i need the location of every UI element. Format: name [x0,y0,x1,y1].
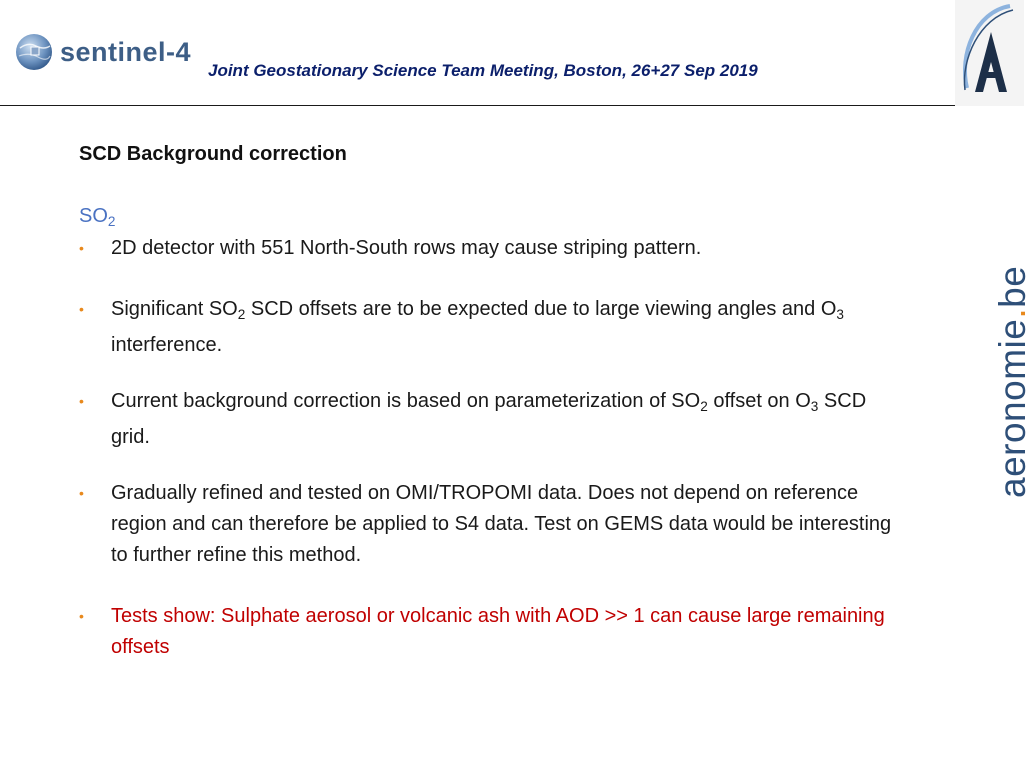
aeronomie-tld: be [992,265,1033,308]
slide-header [0,0,1024,108]
institute-logo-icon [955,0,1024,106]
header-divider [0,105,955,106]
bullet-marker-icon: • [79,393,84,409]
aeronomie-be-logo [992,266,1034,498]
bullet-text: Current background correction is based on parameterization of $SO_2$ offset on $O_3$ SCD grid. [111,390,867,449]
bullet-marker-icon: • [79,240,84,256]
meeting-title: Joint Geostationary Science Team Meeting, Boston, 26+27 Sep 2019 [208,61,758,80]
sentinel-4-logo [14,32,191,72]
brand-name: sentinel-4 [60,36,192,67]
aeronomie-dot: . [992,307,1033,319]
list-item [79,386,899,453]
bullet-marker-icon: • [79,485,84,501]
bullet-text: Gradually refined and tested on OMI/TROPOMI data. Does not depend on reference region and can therefore be applied to S4 data. Test on GEMS data would be interesting to further refine this method. [111,482,892,566]
bullet-text: Tests show: Sulphate aerosol or volcanic ash with AOD >> 1 can cause large remaining offsets [111,605,885,658]
bullet-marker-icon: • [79,608,84,624]
slide-title: SCD Background correction [79,143,347,165]
species-heading: $SO_2$ [79,205,116,230]
globe-icon [14,32,54,72]
list-item [79,294,899,361]
bullet-marker-icon: • [79,301,84,317]
list-item [79,478,899,571]
list-item [79,601,899,663]
bullet-text: Significant $SO_2$ SCD offsets are to be expected due to large viewing angles and $O_3$ interference. [111,298,844,357]
aeronomie-text: aeronomie [992,318,1033,498]
list-item [79,233,899,264]
bullet-text: 2D detector with 551 North-South rows may cause striping pattern. [111,237,702,259]
